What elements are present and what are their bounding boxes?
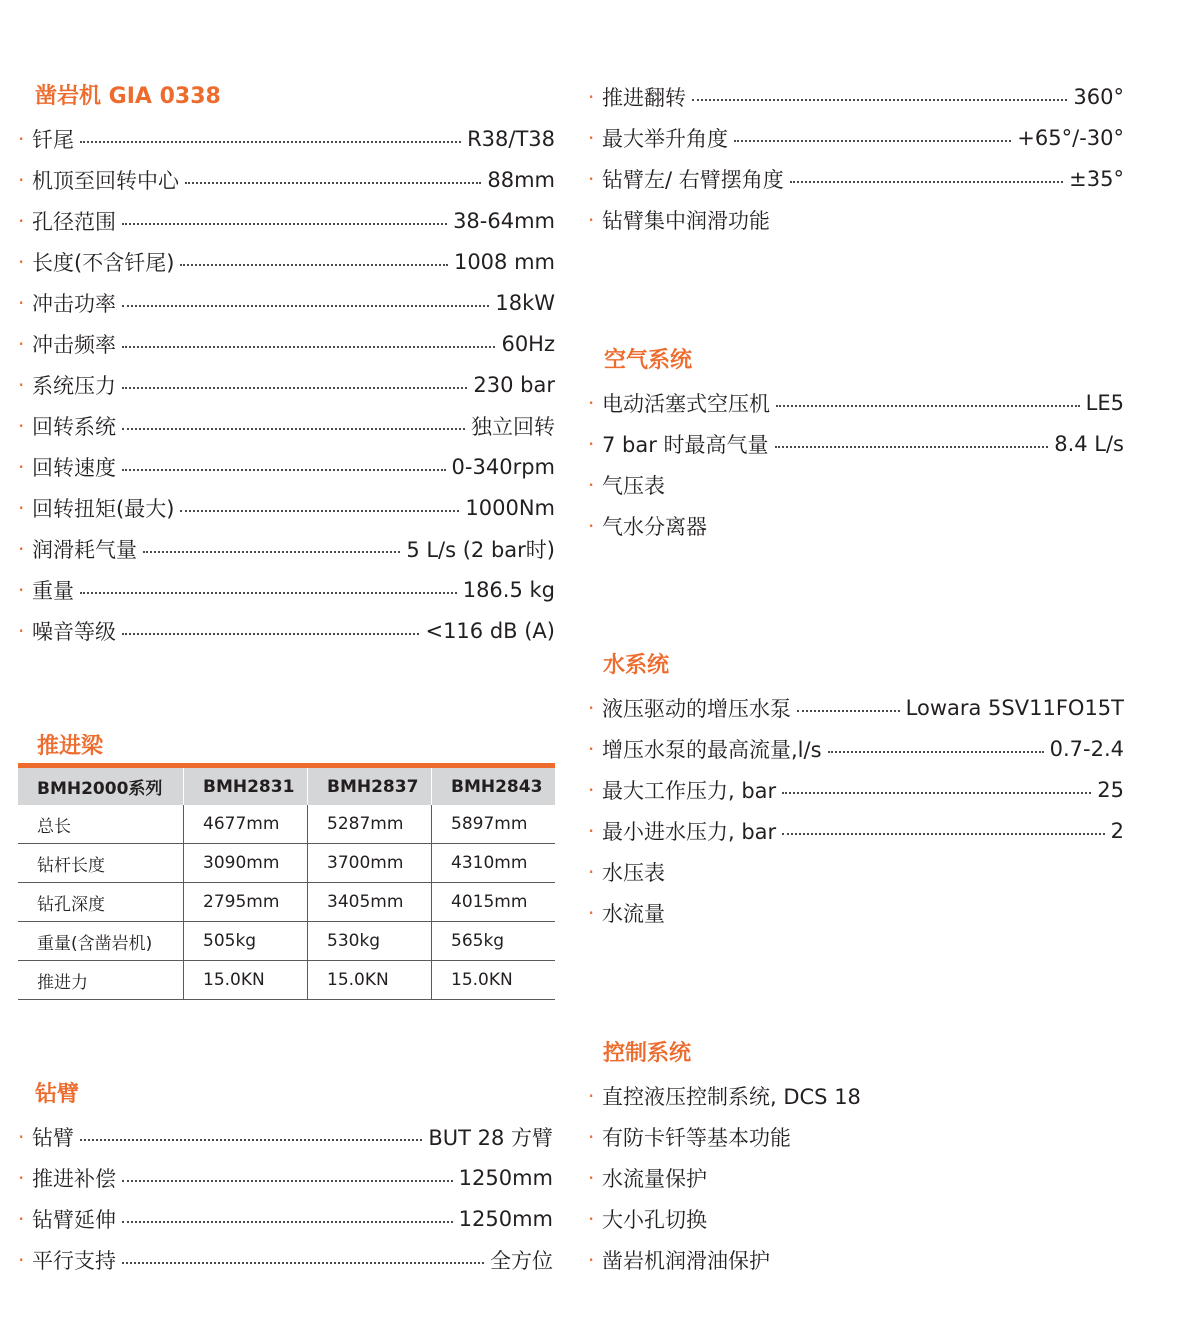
spec-label: 直控液压控制系统, DCS 18	[602, 1085, 861, 1109]
spec-row	[588, 388, 1124, 418]
spec-value: 60Hz	[501, 332, 555, 356]
spec-label: 水压表	[602, 861, 665, 885]
spec-value: LE5	[1085, 391, 1124, 415]
table-cell: 3700mm	[308, 844, 432, 883]
spec-value: 5 L/s (2 bar时)	[406, 538, 555, 562]
spec-row	[18, 124, 555, 154]
spec-label: 噪音等级	[32, 620, 116, 644]
dot-leader	[80, 141, 461, 143]
spec-row	[18, 616, 555, 646]
spec-row	[588, 123, 1124, 153]
table-row	[18, 922, 555, 961]
feed-beam-table	[18, 763, 555, 1000]
water-system-title: 水系统	[603, 653, 670, 678]
bullet-icon: ·	[18, 1166, 25, 1190]
spec-row	[18, 165, 555, 195]
spec-label: 液压驱动的增压水泵	[602, 697, 791, 721]
spec-label: 有防卡钎等基本功能	[602, 1126, 791, 1150]
table-cell: 5287mm	[308, 805, 432, 844]
spec-value: BUT 28 方臂	[428, 1126, 553, 1150]
table-header-cell: BMH2843	[432, 766, 556, 806]
bullet-icon: ·	[18, 209, 25, 233]
spec-row	[18, 206, 555, 236]
table-cell: 505kg	[184, 922, 308, 961]
spec-label: 冲击功率	[32, 292, 116, 316]
spec-value: 0.7-2.4	[1049, 737, 1124, 761]
dot-leader	[80, 592, 457, 594]
spec-value: R38/T38	[467, 127, 555, 151]
spec-value: +65°/-30°	[1017, 126, 1124, 150]
table-cell: 5897mm	[432, 805, 556, 844]
spec-row	[588, 775, 1124, 805]
dot-leader	[122, 633, 419, 635]
bullet-icon: ·	[588, 208, 595, 232]
table-cell: 3405mm	[308, 883, 432, 922]
bullet-icon: ·	[588, 737, 595, 761]
spec-label: 增压水泵的最高流量,l/s	[602, 738, 822, 762]
air-system-spec-list	[588, 388, 1124, 552]
dot-leader	[122, 428, 465, 430]
spec-label: 钻臂	[32, 1126, 74, 1150]
spec-label: 长度(不含钎尾)	[32, 251, 175, 275]
dot-leader	[790, 181, 1063, 183]
table-header-row	[18, 766, 555, 806]
dot-leader	[143, 551, 400, 553]
bullet-icon: ·	[588, 696, 595, 720]
spec-label: 最小进水压力, bar	[602, 820, 777, 844]
table-header-cell: BMH2831	[184, 766, 308, 806]
table-cell: 15.0KN	[432, 961, 556, 1000]
table-cell: 530kg	[308, 922, 432, 961]
spec-label: 推进补偿	[32, 1167, 116, 1191]
table-cell: 565kg	[432, 922, 556, 961]
bullet-icon: ·	[18, 496, 25, 520]
bullet-icon: ·	[18, 168, 25, 192]
dot-leader	[122, 469, 446, 471]
spec-row	[18, 329, 555, 359]
bullet-icon: ·	[588, 901, 595, 925]
bullet-icon: ·	[588, 778, 595, 802]
spec-row	[588, 82, 1124, 112]
bullet-icon: ·	[18, 373, 25, 397]
spec-row	[588, 429, 1124, 459]
spec-value: 1250mm	[458, 1207, 553, 1231]
bullet-icon: ·	[18, 455, 25, 479]
bullet-icon: ·	[18, 619, 25, 643]
bullet-icon: ·	[588, 167, 595, 191]
dot-leader	[122, 1180, 453, 1182]
spec-label: 推进翻转	[602, 86, 686, 110]
bullet-icon: ·	[18, 578, 25, 602]
bullet-icon: ·	[588, 514, 595, 538]
spec-value: 8.4 L/s	[1054, 432, 1124, 456]
dot-leader	[782, 792, 1091, 794]
spec-value: 186.5 kg	[462, 578, 555, 602]
boom-title: 钻臂	[35, 1082, 80, 1107]
dot-leader	[775, 446, 1049, 448]
table-cell: 4310mm	[432, 844, 556, 883]
bullet-icon: ·	[588, 85, 595, 109]
spec-row	[588, 164, 1124, 194]
bullet-icon: ·	[588, 1248, 595, 1272]
dot-leader	[180, 264, 448, 266]
boom-spec-list	[18, 1122, 553, 1286]
bullet-icon: ·	[588, 860, 595, 884]
table-cell: 15.0KN	[184, 961, 308, 1000]
spec-label: 平行支持	[32, 1249, 116, 1273]
spec-label: 重量	[32, 579, 74, 603]
spec-value: 88mm	[487, 168, 555, 192]
spec-value: 0-340rpm	[451, 455, 555, 479]
table-row	[18, 805, 555, 844]
bullet-icon: ·	[18, 414, 25, 438]
bullet-icon: ·	[18, 1207, 25, 1231]
spec-row	[18, 1122, 553, 1152]
dot-leader	[797, 710, 900, 712]
dot-leader	[122, 387, 467, 389]
dot-leader	[782, 833, 1104, 835]
spec-row	[18, 1204, 553, 1234]
spec-label: 机顶至回转中心	[32, 169, 179, 193]
table-cell: 4677mm	[184, 805, 308, 844]
spec-row	[588, 1122, 1124, 1152]
spec-row	[18, 534, 555, 564]
spec-row	[18, 247, 555, 277]
dot-leader	[776, 405, 1080, 407]
rock-drill-title: 凿岩机 GIA 0338	[35, 84, 221, 109]
table-row	[18, 961, 555, 1000]
bullet-icon: ·	[588, 1084, 595, 1108]
spec-label: 大小孔切换	[602, 1208, 707, 1232]
spec-label: 水流量	[602, 902, 665, 926]
spec-value: 2	[1110, 819, 1124, 843]
table-cell: 总长	[18, 805, 184, 844]
table-cell: 钻杆长度	[18, 844, 184, 883]
spec-label: 系统压力	[32, 374, 116, 398]
spec-row	[588, 511, 1124, 541]
spec-row	[588, 205, 1124, 235]
bullet-icon: ·	[588, 1207, 595, 1231]
feed-beam-title: 推进梁	[37, 734, 104, 759]
spec-label: 最大举升角度	[602, 127, 728, 151]
spec-value: 38-64mm	[453, 209, 555, 233]
spec-label: 冲击频率	[32, 333, 116, 357]
spec-row	[588, 734, 1124, 764]
dot-leader	[828, 751, 1044, 753]
spec-row	[18, 452, 555, 482]
table-cell: 15.0KN	[308, 961, 432, 1000]
spec-value: Lowara 5SV11FO15T	[905, 696, 1124, 720]
boom-cont-spec-list	[588, 82, 1124, 246]
spec-label: 回转扭矩(最大)	[32, 497, 175, 521]
spec-label: 气压表	[602, 474, 665, 498]
spec-label: 气水分离器	[602, 515, 707, 539]
spec-value: 独立回转	[471, 415, 555, 439]
bullet-icon: ·	[588, 391, 595, 415]
table-cell: 钻孔深度	[18, 883, 184, 922]
spec-label: 水流量保护	[602, 1167, 707, 1191]
spec-label: 钻臂集中润滑功能	[602, 209, 770, 233]
table-header-cell: BMH2000系列	[18, 766, 184, 806]
bullet-icon: ·	[588, 126, 595, 150]
spec-value: 1008 mm	[453, 250, 555, 274]
bullet-icon: ·	[18, 250, 25, 274]
table-header-cell: BMH2837	[308, 766, 432, 806]
spec-row	[18, 1163, 553, 1193]
bullet-icon: ·	[588, 819, 595, 843]
spec-label: 钻臂延伸	[32, 1208, 116, 1232]
spec-label: 钎尾	[32, 128, 74, 152]
bullet-icon: ·	[588, 1166, 595, 1190]
spec-label: 回转系统	[32, 415, 116, 439]
spec-value: 1250mm	[458, 1166, 553, 1190]
rock-drill-spec-list	[18, 124, 555, 656]
table-cell: 重量(含凿岩机)	[18, 922, 184, 961]
bullet-icon: ·	[18, 1125, 25, 1149]
dot-leader	[122, 1221, 453, 1223]
bullet-icon: ·	[588, 473, 595, 497]
spec-row	[18, 1245, 553, 1275]
control-system-title: 控制系统	[603, 1041, 692, 1066]
spec-row	[18, 493, 555, 523]
air-system-title: 空气系统	[604, 348, 693, 373]
spec-label: 回转速度	[32, 456, 116, 480]
spec-row	[18, 288, 555, 318]
dot-leader	[80, 1139, 422, 1141]
spec-label: 最大工作压力, bar	[602, 779, 777, 803]
bullet-icon: ·	[18, 332, 25, 356]
dot-leader	[185, 182, 481, 184]
bullet-icon: ·	[18, 1248, 25, 1272]
spec-value: <116 dB (A)	[425, 619, 555, 643]
spec-row	[18, 370, 555, 400]
bullet-icon: ·	[18, 127, 25, 151]
dot-leader	[180, 510, 459, 512]
spec-row	[588, 857, 1124, 887]
control-system-spec-list	[588, 1081, 1124, 1286]
spec-row	[588, 1204, 1124, 1234]
table-body	[18, 805, 555, 1000]
dot-leader	[122, 1262, 484, 1264]
spec-row	[588, 1081, 1124, 1111]
bullet-icon: ·	[18, 291, 25, 315]
table-cell: 4015mm	[432, 883, 556, 922]
spec-label: 7 bar 时最高气量	[602, 433, 769, 457]
table-cell: 推进力	[18, 961, 184, 1000]
spec-row	[588, 693, 1124, 723]
spec-row	[18, 411, 555, 441]
table-cell: 2795mm	[184, 883, 308, 922]
spec-value: 360°	[1073, 85, 1124, 109]
spec-value: 1000Nm	[465, 496, 555, 520]
spec-label: 凿岩机润滑油保护	[602, 1249, 770, 1273]
spec-label: 润滑耗气量	[32, 538, 137, 562]
spec-row	[588, 1163, 1124, 1193]
bullet-icon: ·	[588, 1125, 595, 1149]
dot-leader	[122, 305, 489, 307]
table-row	[18, 844, 555, 883]
dot-leader	[692, 99, 1067, 101]
spec-label: 电动活塞式空压机	[602, 392, 770, 416]
spec-value: 18kW	[495, 291, 555, 315]
spec-value: 全方位	[490, 1249, 553, 1273]
dot-leader	[734, 140, 1011, 142]
spec-row	[18, 575, 555, 605]
spec-value: 230 bar	[473, 373, 555, 397]
spec-label: 孔径范围	[32, 210, 116, 234]
spec-row	[588, 898, 1124, 928]
spec-label: 钻臂左/ 右臂摆角度	[602, 168, 784, 192]
spec-row	[588, 816, 1124, 846]
table-cell: 3090mm	[184, 844, 308, 883]
dot-leader	[122, 223, 447, 225]
table-row	[18, 883, 555, 922]
spec-value: ±35°	[1069, 167, 1124, 191]
dot-leader	[122, 346, 495, 348]
bullet-icon: ·	[588, 432, 595, 456]
spec-row	[588, 1245, 1124, 1275]
spec-value: 25	[1097, 778, 1124, 802]
water-system-spec-list	[588, 693, 1124, 939]
spec-row	[588, 470, 1124, 500]
bullet-icon: ·	[18, 537, 25, 561]
